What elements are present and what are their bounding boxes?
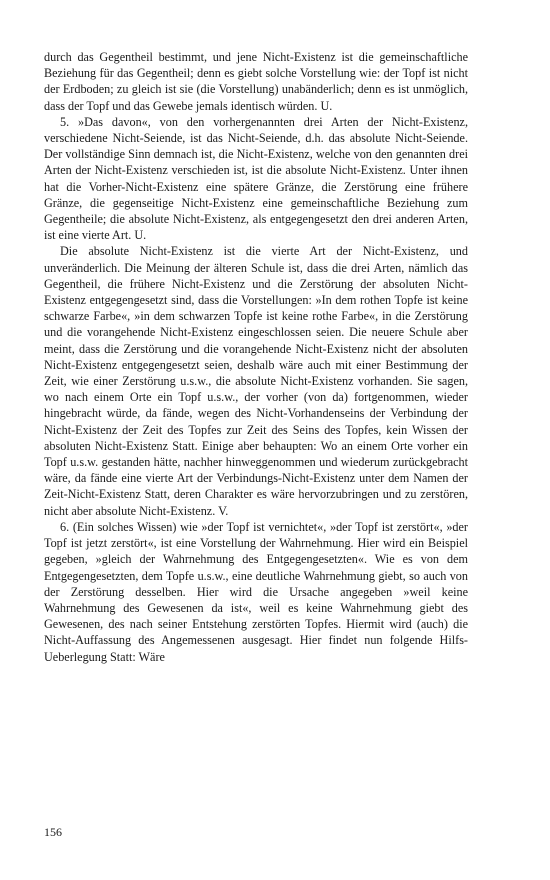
paragraph-section-5: 5. »Das davon«, von den vorhergenannten drei Arten der Nicht-Existenz, verschiedene Nicht-Seiende, ist das Nicht-Seiende, d.h. das absolute Nicht-Seiende. Der vollständige Sinn demnach ist, die Nicht-Existenz, welche von den genannten drei Arten der Nicht-Existenz verschieden ist, ist die absolute Nicht-Existenz. Unter ihnen hat die Vorher-Nicht-Existenz eine spätere Gränze, die Zerstörung eine frühere Gränze, die gegenseitige Nicht-Existenz eine gemeinschaftliche Beziehung zum Gegentheile; die absolute Nicht-Existenz, als entgegengesetzt den drei anderen Arten, ist eine vierte Art. U. [44, 114, 468, 243]
page-number: 156 [44, 825, 62, 839]
paragraph-continuation: durch das Gegentheil bestimmt, und jene Nicht-Existenz ist die gemeinschaftliche Beziehung für das Gegentheil; denn es giebt solche Vorstellung wie: der Topf ist nicht der Erdboden; zu gleich ist sie (die Vorstellung) unabänderlich; denn es ist unmöglich, dass der Topf und das Gewebe jemals identisch würden. U. [44, 50, 468, 113]
paragraph-absolute-nonexistence: Die absolute Nicht-Existenz ist die vierte Art der Nicht-Existenz, und unveränderlich. Die Meinung der älteren Schule ist, dass die drei Arten, nämlich das Gegentheil, die frühere Nicht-Existenz und die Zerstörung der absoluten Nicht-Existenz entgegengesetzt sind, dass die Vorstellungen: »In dem rothen Topfe ist keine schwarze Farbe«, »in dem schwarzen Topfe ist keine rothe Farbe«, in die Zerstörung und die vorangehende Nicht-Existenz eingeschlossen seien. Die neuere Schule aber meint, dass die Zerstörung und die vorangehende Nicht-Existenz nicht der absoluten Nicht-Existenz entgegengesetzt seien, deshalb wäre auch mit einer Bestimmung der Zeit, wie einer Zerstörung u.s.w., die absolute Nicht-Existenz vorhanden. Sie sagen, wo nach einem Orte ein Topf u.s.w., der vorher (von da) fortgenommen, wieder hingebracht würde, da fände, wegen des Nicht-Vorhandenseins der Verbindung der Nicht-Existenz der Zeit des Topfes zur Zeit des Seins des Topfes, kein Wissen der absoluten Nicht-Existenz Statt. Einige aber behaupten: Wo an einem Orte vorher ein Topf u.s.w. gestanden hätte, nachher hinweggenommen und wiederum zurückgebracht wäre, da fände eine vierte Art der Verbindungs-Nicht-Existenz unter dem Namen der Zeit-Nicht-Existenz Statt, deren Charakter es wäre hervorzubringen und zu zerstören, nicht aber absolute Nicht-Existenz. V. [44, 244, 468, 518]
paragraph-section-6: 6. (Ein solches Wissen) wie »der Topf ist vernichtet«, »der Topf ist zerstört«, »der Topf ist jetzt zerstört«, ist eine Vorstellung der Wahrnehmung. Hier wird ein Beispiel gegeben, »gleich der Wahrnehmung des Entgegengesetzten«. Wie es von dem Entgegengesetzten, dem Topfe u.s.w., eine deutliche Wahrnehmung giebt, so auch von der Zerstörung desselben. Hier wird die Ursache angegeben »weil keine Wahrnehmung des Gewesenen da ist«, weil es keine Wahrnehmung giebt des Gewesenen, des nach seiner Entstehung zerstörten Topfes. Hiermit wird (auch) die Nicht-Auffassung des Angemessenen ausgesagt. Hier findet nun folgende Hilfs-Ueberlegung Statt: Wäre [44, 519, 468, 664]
page-text-block [44, 49, 468, 665]
